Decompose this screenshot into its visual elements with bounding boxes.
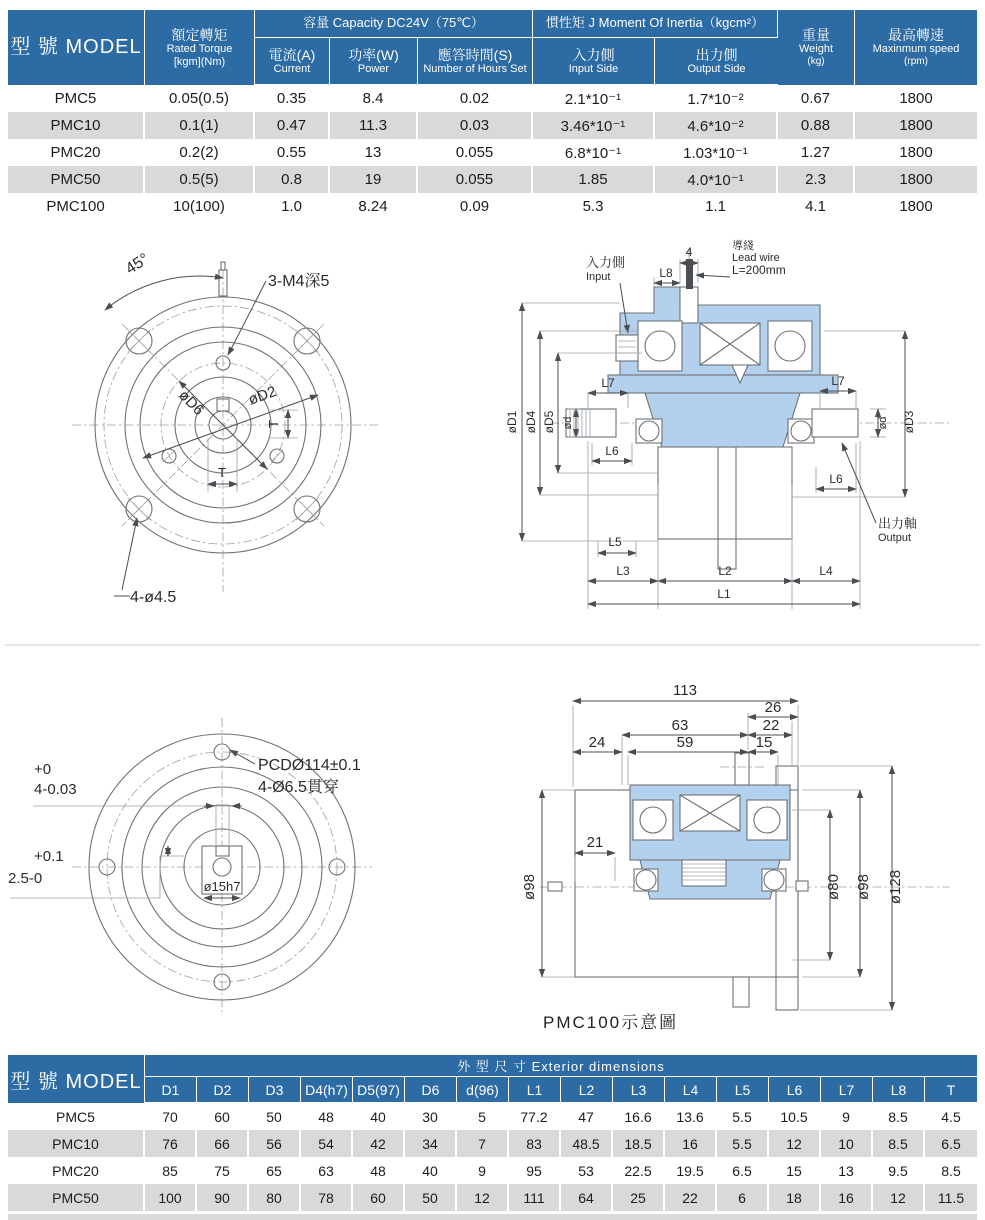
cell-value: 11.5 <box>925 1184 977 1211</box>
cell-value: 90 <box>197 1184 249 1211</box>
cell-value: 5.5 <box>717 1130 769 1157</box>
dim-label-d98-left: ø98 <box>521 874 538 900</box>
cell-torque: 0.5(5) <box>145 166 255 193</box>
cell-power: 8.4 <box>330 85 418 112</box>
dim-label-59: 59 <box>676 734 694 751</box>
cell-power: 8.24 <box>330 193 418 220</box>
header-input-side <box>533 38 655 85</box>
header-power-cn: 功率(W) <box>348 46 399 63</box>
header-current <box>255 38 330 85</box>
cell-current: 0.35 <box>255 85 330 112</box>
cell-response: 0.02 <box>418 85 533 112</box>
dim-label-d6: øD6 <box>175 386 208 419</box>
cell-value: 100 <box>145 1184 197 1211</box>
dim-label-d-right: ød <box>877 416 889 430</box>
cell-inertia-in: 1.85 <box>533 166 655 193</box>
dim-label-15: 15 <box>755 734 773 751</box>
cell-current: 1.0 <box>255 193 330 220</box>
cell-value: 22 <box>665 1184 717 1211</box>
dim-label-l5: L5 <box>608 535 622 549</box>
cell-value: 18.5 <box>613 1130 665 1157</box>
cell-value: 60 <box>353 1184 405 1211</box>
dim-label-d5: øD5 <box>542 410 556 434</box>
cell-value: 12 <box>457 1184 509 1211</box>
cell-value: 12 <box>769 1130 821 1157</box>
dim-col-l4: L4 <box>665 1077 717 1103</box>
cell-torque: 0.05(0.5) <box>145 85 255 112</box>
header-capacity-group: 容量 Capacity DC24V（75℃） <box>255 10 533 38</box>
label-leadwire-cn: 導綫 <box>732 240 754 252</box>
cell-inertia-in: 6.8*10⁻¹ <box>533 139 655 166</box>
cell-power: 19 <box>330 166 418 193</box>
dim-label-l6-right: L6 <box>829 472 843 486</box>
cell-value: 30 <box>405 1103 457 1130</box>
cell-model: PMC20 <box>8 139 145 166</box>
cell-model: PMC20 <box>8 1157 145 1184</box>
cell-value: 22.5 <box>613 1157 665 1184</box>
cell-value: 76 <box>145 1130 197 1157</box>
cell-inertia-out: 1.1 <box>655 193 778 220</box>
cell-value: 56 <box>249 1130 301 1157</box>
dim-label-d2: øD2 <box>246 382 279 409</box>
dim-label-113: 113 <box>673 682 697 699</box>
spec-table-header <box>8 10 977 85</box>
dim-label-l4: L4 <box>819 564 833 578</box>
cell-current: 0.8 <box>255 166 330 193</box>
dim-col-l7: L7 <box>821 1077 873 1103</box>
dim-col-l1: L1 <box>509 1077 561 1103</box>
cell-value: 8.5 <box>873 1130 925 1157</box>
header-weight-cn: 重量 <box>802 27 830 44</box>
dim-label-t-bottom: T <box>218 465 226 480</box>
cell-model: PMC5 <box>8 1103 145 1130</box>
cell-model: PMC50 <box>8 1184 145 1211</box>
header-output-side <box>655 38 778 85</box>
label-input-en: Input <box>586 271 611 283</box>
cell-inertia-out: 1.7*10⁻² <box>655 85 778 112</box>
dim-label-d1: øD1 <box>505 410 519 434</box>
cell-inertia-in: 3.46*10⁻¹ <box>533 112 655 139</box>
cell-value: 65 <box>249 1157 301 1184</box>
dim-label-22: 22 <box>762 717 780 734</box>
dim-header-group: 外 型 尺 寸 Exterior dimensions <box>145 1055 977 1077</box>
header-weight <box>778 10 855 85</box>
cell-inertia-in: 5.3 <box>533 193 655 220</box>
cell-value: 34 <box>405 1130 457 1157</box>
dimension-table-body <box>8 1103 977 1211</box>
cell-value: 4.5 <box>925 1103 977 1130</box>
dim-label-mount-holes: 4-ø4.5 <box>130 589 177 606</box>
cell-response: 0.03 <box>418 112 533 139</box>
cell-value: 15 <box>769 1157 821 1184</box>
dim-col-l2: L2 <box>561 1077 613 1103</box>
header-max-speed <box>855 10 977 85</box>
cell-value: 9 <box>821 1103 873 1130</box>
dim-label-tol1a: +0 <box>34 761 52 778</box>
cell-weight: 1.27 <box>778 139 855 166</box>
cell-value: 78 <box>301 1184 353 1211</box>
dim-col-d4: D4(h7) <box>301 1077 353 1103</box>
header-input-en: Input Side <box>568 62 619 75</box>
cell-value: 16 <box>665 1130 717 1157</box>
dim-label-d128: ø128 <box>887 869 904 905</box>
label-leadwire-en: Lead wire <box>732 252 780 264</box>
cell-response: 0.055 <box>418 139 533 166</box>
cell-current: 0.55 <box>255 139 330 166</box>
dimension-table-header <box>8 1055 977 1103</box>
dim-col-l6: L6 <box>769 1077 821 1103</box>
cell-value: 16 <box>821 1184 873 1211</box>
dim-label-21: 21 <box>586 834 604 851</box>
header-response-time <box>418 38 533 85</box>
cell-value: 40 <box>405 1157 457 1184</box>
cell-torque: 10(100) <box>145 193 255 220</box>
dim-col-d6: D6 <box>405 1077 457 1103</box>
cell-value: 7 <box>457 1130 509 1157</box>
dim-label-l8: L8 <box>659 266 673 280</box>
cell-model: PMC50 <box>8 166 145 193</box>
cell-response: 0.09 <box>418 193 533 220</box>
cell-value: 75 <box>197 1157 249 1184</box>
cell-value: 18 <box>769 1184 821 1211</box>
cell-value: 6 <box>717 1184 769 1211</box>
dim-col-d5: D5(97) <box>353 1077 405 1103</box>
cell-value: 10.5 <box>769 1103 821 1130</box>
cell-value: 5.5 <box>717 1103 769 1130</box>
cell-value: 48.5 <box>561 1130 613 1157</box>
cell-value: 60 <box>197 1103 249 1130</box>
dim-label-l6-left: L6 <box>605 444 619 458</box>
dim-col-d3: D3 <box>249 1077 301 1103</box>
cell-value: 54 <box>301 1130 353 1157</box>
dim-label-d4: øD4 <box>524 410 538 434</box>
dim-col-l8: L8 <box>873 1077 925 1103</box>
dim-label-d80: ø80 <box>825 874 842 900</box>
cell-inertia-in: 2.1*10⁻¹ <box>533 85 655 112</box>
dim-col-l5: L5 <box>717 1077 769 1103</box>
dim-label-l1: L1 <box>717 587 731 601</box>
flange1-centerlines <box>72 270 378 592</box>
dim-label-t-right: T <box>266 420 281 428</box>
cell-value: 64 <box>561 1184 613 1211</box>
cell-speed: 1800 <box>855 112 977 139</box>
cell-weight: 4.1 <box>778 193 855 220</box>
dim-label-63: 63 <box>671 717 689 734</box>
cell-value: 8.5 <box>925 1157 977 1184</box>
dim-label-d3: øD3 <box>902 410 916 434</box>
header-model: 型 號 MODEL <box>8 10 145 85</box>
cell-value: 5 <box>457 1103 509 1130</box>
dim-label-l2: L2 <box>718 564 732 578</box>
cell-speed: 1800 <box>855 139 977 166</box>
dim-label-45deg: 45° <box>122 250 153 278</box>
cell-value: 77.2 <box>509 1103 561 1130</box>
pmc100-caption: PMC100示意圖 <box>543 1013 679 1032</box>
cell-value: 48 <box>301 1103 353 1130</box>
cell-value: 6.5 <box>925 1130 977 1157</box>
header-inertia-group: 慣性矩 J Moment Of Inertia（kgcm²） <box>533 10 778 38</box>
cell-value: 13.6 <box>665 1103 717 1130</box>
pmc100-section-drawing <box>480 655 985 1055</box>
dim-label-26: 26 <box>764 699 782 716</box>
cell-value: 9.5 <box>873 1157 925 1184</box>
header-power <box>330 38 418 85</box>
cell-model: PMC10 <box>8 112 145 139</box>
cell-current: 0.47 <box>255 112 330 139</box>
header-current-cn: 電流(A) <box>268 46 316 63</box>
cell-value: 111 <box>509 1184 561 1211</box>
cell-power: 11.3 <box>330 112 418 139</box>
header-weight-en: Weight <box>798 43 834 56</box>
cell-torque: 0.1(1) <box>145 112 255 139</box>
cell-value: 10 <box>821 1130 873 1157</box>
cutoff-row-strip <box>8 1214 977 1220</box>
cell-value: 85 <box>145 1157 197 1184</box>
header-rated-torque-unit: [kgm](Nm) <box>173 55 226 68</box>
header-weight-unit: (kg) <box>807 56 825 68</box>
cell-speed: 1800 <box>855 85 977 112</box>
cell-value: 42 <box>353 1130 405 1157</box>
cell-inertia-out: 4.6*10⁻² <box>655 112 778 139</box>
cell-value: 83 <box>509 1130 561 1157</box>
cell-value: 19.5 <box>665 1157 717 1184</box>
dim-label-tol2a: +0.1 <box>34 848 64 865</box>
dim-label-tol2b: 2.5-0 <box>8 870 43 887</box>
header-response-cn: 應答時間(S) <box>437 46 513 63</box>
dim-label-through-holes: 4-Ø6.5貫穿 <box>258 779 339 796</box>
cell-value: 6.5 <box>717 1157 769 1184</box>
cell-value: 13 <box>821 1157 873 1184</box>
label-output-cn: 出力軸 <box>878 516 918 531</box>
cell-value: 12 <box>873 1184 925 1211</box>
header-power-en: Power <box>357 62 390 75</box>
cell-value: 95 <box>509 1157 561 1184</box>
cell-model: PMC5 <box>8 85 145 112</box>
cell-model: PMC100 <box>8 193 145 220</box>
dim-header-model: 型 號 MODEL <box>8 1055 145 1103</box>
spec-table-body <box>8 85 977 220</box>
dim-col-d1: D1 <box>145 1077 197 1103</box>
dim-label-tap: 3-M4深5 <box>268 273 330 290</box>
dim-col-d2: D2 <box>197 1077 249 1103</box>
spec-table <box>8 10 977 220</box>
dim-label-l7-left: L7 <box>601 376 615 390</box>
cell-speed: 1800 <box>855 193 977 220</box>
cell-model: PMC10 <box>8 1130 145 1157</box>
cell-power: 13 <box>330 139 418 166</box>
cell-inertia-out: 1.03*10⁻¹ <box>655 139 778 166</box>
cell-value: 25 <box>613 1184 665 1211</box>
dim-col-l3: L3 <box>613 1077 665 1103</box>
header-current-en: Current <box>273 62 311 75</box>
cell-value: 50 <box>405 1184 457 1211</box>
dim-label-4: 4 <box>685 245 693 259</box>
label-leadwire-length: L=200mm <box>732 263 786 277</box>
dim-label-l3: L3 <box>616 564 630 578</box>
cell-torque: 0.2(2) <box>145 139 255 166</box>
cell-value: 40 <box>353 1103 405 1130</box>
cell-value: 70 <box>145 1103 197 1130</box>
dim-label-d-left: ød <box>562 416 574 430</box>
dim-label-24: 24 <box>588 734 606 751</box>
cell-value: 80 <box>249 1184 301 1211</box>
dim-label-d98-right: ø98 <box>855 874 872 900</box>
label-output-en: Output <box>878 532 912 544</box>
header-output-en: Output Side <box>687 62 746 75</box>
header-input-cn: 入力側 <box>572 46 615 63</box>
dim-col-d: d(96) <box>457 1077 509 1103</box>
pmc100-flange-drawing <box>0 660 460 1040</box>
dim-label-tol1b: 4-0.03 <box>34 781 77 798</box>
dim-label-pcd: PCDØ114±0.1 <box>258 757 361 774</box>
header-output-cn: 出力側 <box>695 46 738 63</box>
cell-value: 53 <box>561 1157 613 1184</box>
dim-col-t: T <box>925 1077 977 1103</box>
dimension-table <box>8 1055 977 1211</box>
section-divider <box>5 644 980 646</box>
cell-value: 47 <box>561 1103 613 1130</box>
header-rated-torque <box>145 10 255 85</box>
dim-label-l7-right: L7 <box>831 374 845 388</box>
cell-value: 50 <box>249 1103 301 1130</box>
header-max-speed-unit: (rpm) <box>904 56 928 68</box>
cell-weight: 0.88 <box>778 112 855 139</box>
cell-value: 9 <box>457 1157 509 1184</box>
dim-label-bore: ø15h7 <box>203 879 241 894</box>
flange-front-drawing <box>30 240 430 620</box>
cell-value: 48 <box>353 1157 405 1184</box>
cell-weight: 2.3 <box>778 166 855 193</box>
header-rated-torque-en: Rated Torque <box>166 42 233 55</box>
cell-weight: 0.67 <box>778 85 855 112</box>
cell-value: 16.6 <box>613 1103 665 1130</box>
section-drawing <box>480 235 985 630</box>
cell-value: 63 <box>301 1157 353 1184</box>
flange2-dimensions <box>8 750 361 898</box>
cell-speed: 1800 <box>855 166 977 193</box>
cell-value: 8.5 <box>873 1103 925 1130</box>
header-response-en: Number of Hours Set <box>423 62 527 75</box>
header-max-speed-en: Maxinmum speed <box>872 43 960 56</box>
cell-response: 0.055 <box>418 166 533 193</box>
cell-value: 66 <box>197 1130 249 1157</box>
cell-inertia-out: 4.0*10⁻¹ <box>655 166 778 193</box>
label-input-cn: 入力側 <box>586 255 626 270</box>
header-rated-torque-cn: 額定轉矩 <box>171 26 228 43</box>
header-max-speed-cn: 最高轉速 <box>888 27 944 44</box>
